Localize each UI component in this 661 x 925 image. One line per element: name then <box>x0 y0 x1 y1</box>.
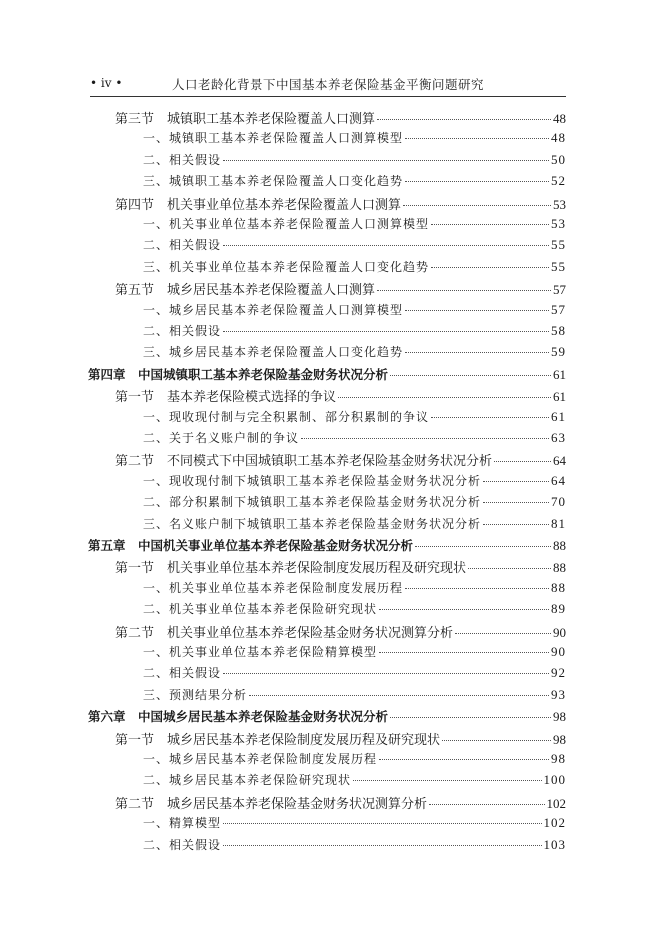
dot-leader <box>223 160 549 161</box>
toc-item-entry[interactable] <box>143 493 566 514</box>
running-title: 人口老龄化背景下中国基本养老保险基金平衡问题研究 <box>171 77 484 92</box>
dot-leader <box>353 780 541 781</box>
toc-entry-label: 一、机关事业单位基本养老保险覆盖人口测算模型 <box>143 217 430 231</box>
toc-entry-page-number: 58 <box>551 323 566 338</box>
toc-entry-label: 第一节 基本养老保险模式选择的争议 <box>115 390 337 406</box>
toc-entry-label: 第一节 城乡居民基本养老保险制度发展历程及研究现状 <box>115 732 441 748</box>
toc-entry-page-number: 98 <box>553 731 566 747</box>
toc-chapter-entry[interactable] <box>88 707 566 728</box>
dot-leader <box>405 588 549 589</box>
dot-leader <box>249 695 549 696</box>
toc-entry-page-number: 57 <box>553 282 566 298</box>
toc-entry-label: 一、城镇职工基本养老保险覆盖人口测算模型 <box>143 131 404 146</box>
dot-leader <box>455 633 551 634</box>
toc-item-entry[interactable] <box>143 215 566 236</box>
toc-item-entry[interactable] <box>143 836 566 857</box>
toc-entry-label: 一、精算模型 <box>143 816 222 831</box>
toc-entry-page-number: 88 <box>553 538 566 553</box>
toc-entry-label: 第一节 机关事业单位基本养老保险制度发展历程及研究现状 <box>115 561 467 577</box>
toc-entry-label: 第二节 不同模式下中国城镇职工基本养老保险基金财务状况分析 <box>115 454 493 470</box>
toc-item-entry[interactable] <box>143 472 566 493</box>
toc-entry-page-number: 50 <box>551 151 566 167</box>
toc-entry-page-number: 103 <box>543 836 566 852</box>
toc-entry-page-number: 55 <box>551 237 566 253</box>
dot-leader <box>223 245 549 246</box>
toc-entry-page-number: 90 <box>551 644 566 659</box>
toc-entry-page-number: 88 <box>551 579 566 595</box>
toc-entry-page-number: 102 <box>546 795 566 811</box>
toc-entry-label: 二、机关事业单位基本养老保险研究现状 <box>143 602 378 617</box>
toc-entry-label: 一、现收现付制与完全积累制、部分积累制的争议 <box>143 409 430 424</box>
toc-entry-label: 一、机关事业单位基本养老保险制度发展历程 <box>143 580 404 595</box>
toc-entry-page-number: 100 <box>543 772 566 788</box>
toc-entry-label: 第四节 机关事业单位基本养老保险覆盖人口测算 <box>115 197 402 213</box>
toc-entry-page-number: 64 <box>551 472 566 488</box>
toc-entry-label: 第五章 中国机关事业单位基本养老保险基金财务状况分析 <box>88 538 414 553</box>
toc-item-entry[interactable] <box>143 322 566 343</box>
dot-leader <box>379 759 549 760</box>
dot-leader <box>405 352 549 353</box>
toc-item-entry[interactable] <box>143 408 566 429</box>
toc-entry-page-number: 63 <box>551 430 566 445</box>
toc-entry-label: 二、城乡居民基本养老保险研究现状 <box>143 773 352 788</box>
dot-leader <box>431 267 549 268</box>
toc-entry-label: 第五节 城乡居民基本养老保险覆盖人口测算 <box>115 283 376 299</box>
toc-entry-label: 一、城乡居民基本养老保险制度发展历程 <box>143 752 378 766</box>
dot-leader <box>405 181 549 182</box>
toc-entry-label: 二、相关假设 <box>143 152 222 167</box>
toc-section-entry[interactable] <box>115 557 566 578</box>
dot-leader <box>468 568 551 569</box>
dot-leader <box>338 397 551 398</box>
toc-item-entry[interactable] <box>143 643 566 664</box>
toc-entry-label: 二、关于名义账户制的争议 <box>143 431 300 445</box>
toc-entry-label: 第六章 中国城乡居民基本养老保险基金财务状况分析 <box>88 709 389 725</box>
dot-leader <box>379 609 549 610</box>
toc-entry-page-number: 53 <box>551 216 566 231</box>
toc-item-entry[interactable] <box>143 750 566 771</box>
toc-entry-label: 一、机关事业单位基本养老保险精算模型 <box>143 645 378 659</box>
toc-entry-label: 三、机关事业单位基本养老保险覆盖人口变化趋势 <box>143 259 430 274</box>
dot-leader <box>405 138 549 139</box>
toc-entry-page-number: 93 <box>551 686 566 702</box>
toc-entry-label: 二、相关假设 <box>143 324 222 338</box>
toc-chapter-entry[interactable] <box>88 536 566 557</box>
dot-leader <box>379 652 549 653</box>
toc-entry-page-number: 61 <box>553 366 566 382</box>
toc-entry-page-number: 81 <box>551 515 566 531</box>
dot-leader <box>483 524 549 525</box>
toc-item-entry[interactable] <box>143 129 566 150</box>
toc-entry-page-number: 55 <box>551 258 566 274</box>
dot-leader <box>494 461 551 462</box>
toc-item-entry[interactable] <box>143 579 566 600</box>
toc-item-entry[interactable] <box>143 515 566 536</box>
toc-item-entry[interactable] <box>143 429 566 450</box>
toc-item-entry[interactable] <box>143 301 566 322</box>
dot-leader <box>390 375 551 376</box>
page-header <box>90 74 566 97</box>
toc-entry-page-number: 61 <box>551 408 566 424</box>
toc-chapter-entry[interactable] <box>88 365 566 386</box>
toc-entry-label: 三、预测结果分析 <box>143 687 248 702</box>
toc-entry-page-number: 102 <box>543 815 566 831</box>
toc-entry-page-number: 48 <box>553 111 566 126</box>
toc-entry-label: 一、城乡居民基本养老保险覆盖人口测算模型 <box>143 302 404 317</box>
dot-leader <box>483 481 549 482</box>
toc-item-entry[interactable] <box>143 343 566 364</box>
dot-leader <box>223 845 541 846</box>
toc-entry-page-number: 98 <box>551 751 566 766</box>
toc-entry-page-number: 88 <box>553 560 566 576</box>
page-number: • iv • <box>90 76 123 90</box>
toc-entry-page-number: 53 <box>553 196 566 212</box>
toc-entry-label: 三、城乡居民基本养老保险覆盖人口变化趋势 <box>143 345 404 360</box>
toc-entry-page-number: 59 <box>551 344 566 360</box>
toc-entry-label: 第二节 城乡居民基本养老保险基金财务状况测算分析 <box>115 796 428 812</box>
dot-leader <box>431 224 549 225</box>
toc-entry-page-number: 90 <box>553 624 566 640</box>
toc-entry-page-number: 61 <box>553 389 566 405</box>
dot-leader <box>403 205 551 206</box>
toc-entry-page-number: 57 <box>551 301 566 317</box>
toc-entry-page-number: 70 <box>551 494 566 510</box>
toc-entry-label: 二、相关假设 <box>143 238 222 253</box>
toc-section-entry[interactable] <box>115 450 566 471</box>
toc-entry-page-number: 89 <box>551 601 566 617</box>
toc-entry-label: 第二节 机关事业单位基本养老保险基金财务状况测算分析 <box>115 625 454 641</box>
toc-entry-page-number: 64 <box>553 453 566 469</box>
dot-leader <box>483 502 549 503</box>
dot-leader <box>429 804 544 805</box>
dot-leader <box>223 331 549 332</box>
dot-leader <box>415 546 551 547</box>
dot-leader <box>223 673 549 674</box>
toc-item-entry[interactable] <box>143 771 566 792</box>
toc-section-entry[interactable] <box>115 622 566 643</box>
toc-entry-page-number: 48 <box>551 130 566 146</box>
toc-item-entry[interactable] <box>143 258 566 279</box>
dot-leader <box>377 290 551 291</box>
toc-item-entry[interactable] <box>143 151 566 172</box>
toc-section-entry[interactable] <box>115 793 566 814</box>
toc-entry-page-number: 52 <box>551 173 566 189</box>
toc-section-entry[interactable] <box>115 194 566 215</box>
dot-leader <box>390 717 551 718</box>
toc-section-entry[interactable] <box>115 729 566 750</box>
dot-leader <box>223 823 541 824</box>
toc-item-entry[interactable] <box>143 814 566 835</box>
dot-leader <box>431 417 549 418</box>
toc-entry-label: 第三节 城镇职工基本养老保险覆盖人口测算 <box>115 112 376 127</box>
toc-item-entry[interactable] <box>143 172 566 193</box>
toc-entry-label: 二、部分积累制下城镇职工基本养老保险基金财务状况分析 <box>143 495 482 510</box>
toc-item-entry[interactable] <box>143 600 566 621</box>
dot-leader <box>405 310 549 311</box>
toc-entry-label: 第四章 中国城镇职工基本养老保险基金财务状况分析 <box>88 366 389 382</box>
toc-item-entry[interactable] <box>143 664 566 685</box>
toc-entry-label: 二、相关假设 <box>143 666 222 681</box>
toc-section-entry[interactable] <box>115 279 566 300</box>
toc-section-entry[interactable] <box>115 108 566 129</box>
toc-entry-page-number: 98 <box>553 709 566 725</box>
toc-entry-label: 二、相关假设 <box>143 837 222 852</box>
toc-entry-label: 一、现收现付制下城镇职工基本养老保险基金财务状况分析 <box>143 473 482 488</box>
toc-entry-label: 三、名义账户制下城镇职工基本养老保险基金财务状况分析 <box>143 516 482 531</box>
dot-leader <box>301 438 549 439</box>
dot-leader <box>377 119 551 120</box>
toc-item-entry[interactable] <box>143 686 566 707</box>
toc-section-entry[interactable] <box>115 386 566 407</box>
toc-entry-page-number: 92 <box>551 665 566 681</box>
toc-entry-label: 三、城镇职工基本养老保险覆盖人口变化趋势 <box>143 174 404 189</box>
dot-leader <box>442 740 551 741</box>
toc-item-entry[interactable] <box>143 236 566 257</box>
